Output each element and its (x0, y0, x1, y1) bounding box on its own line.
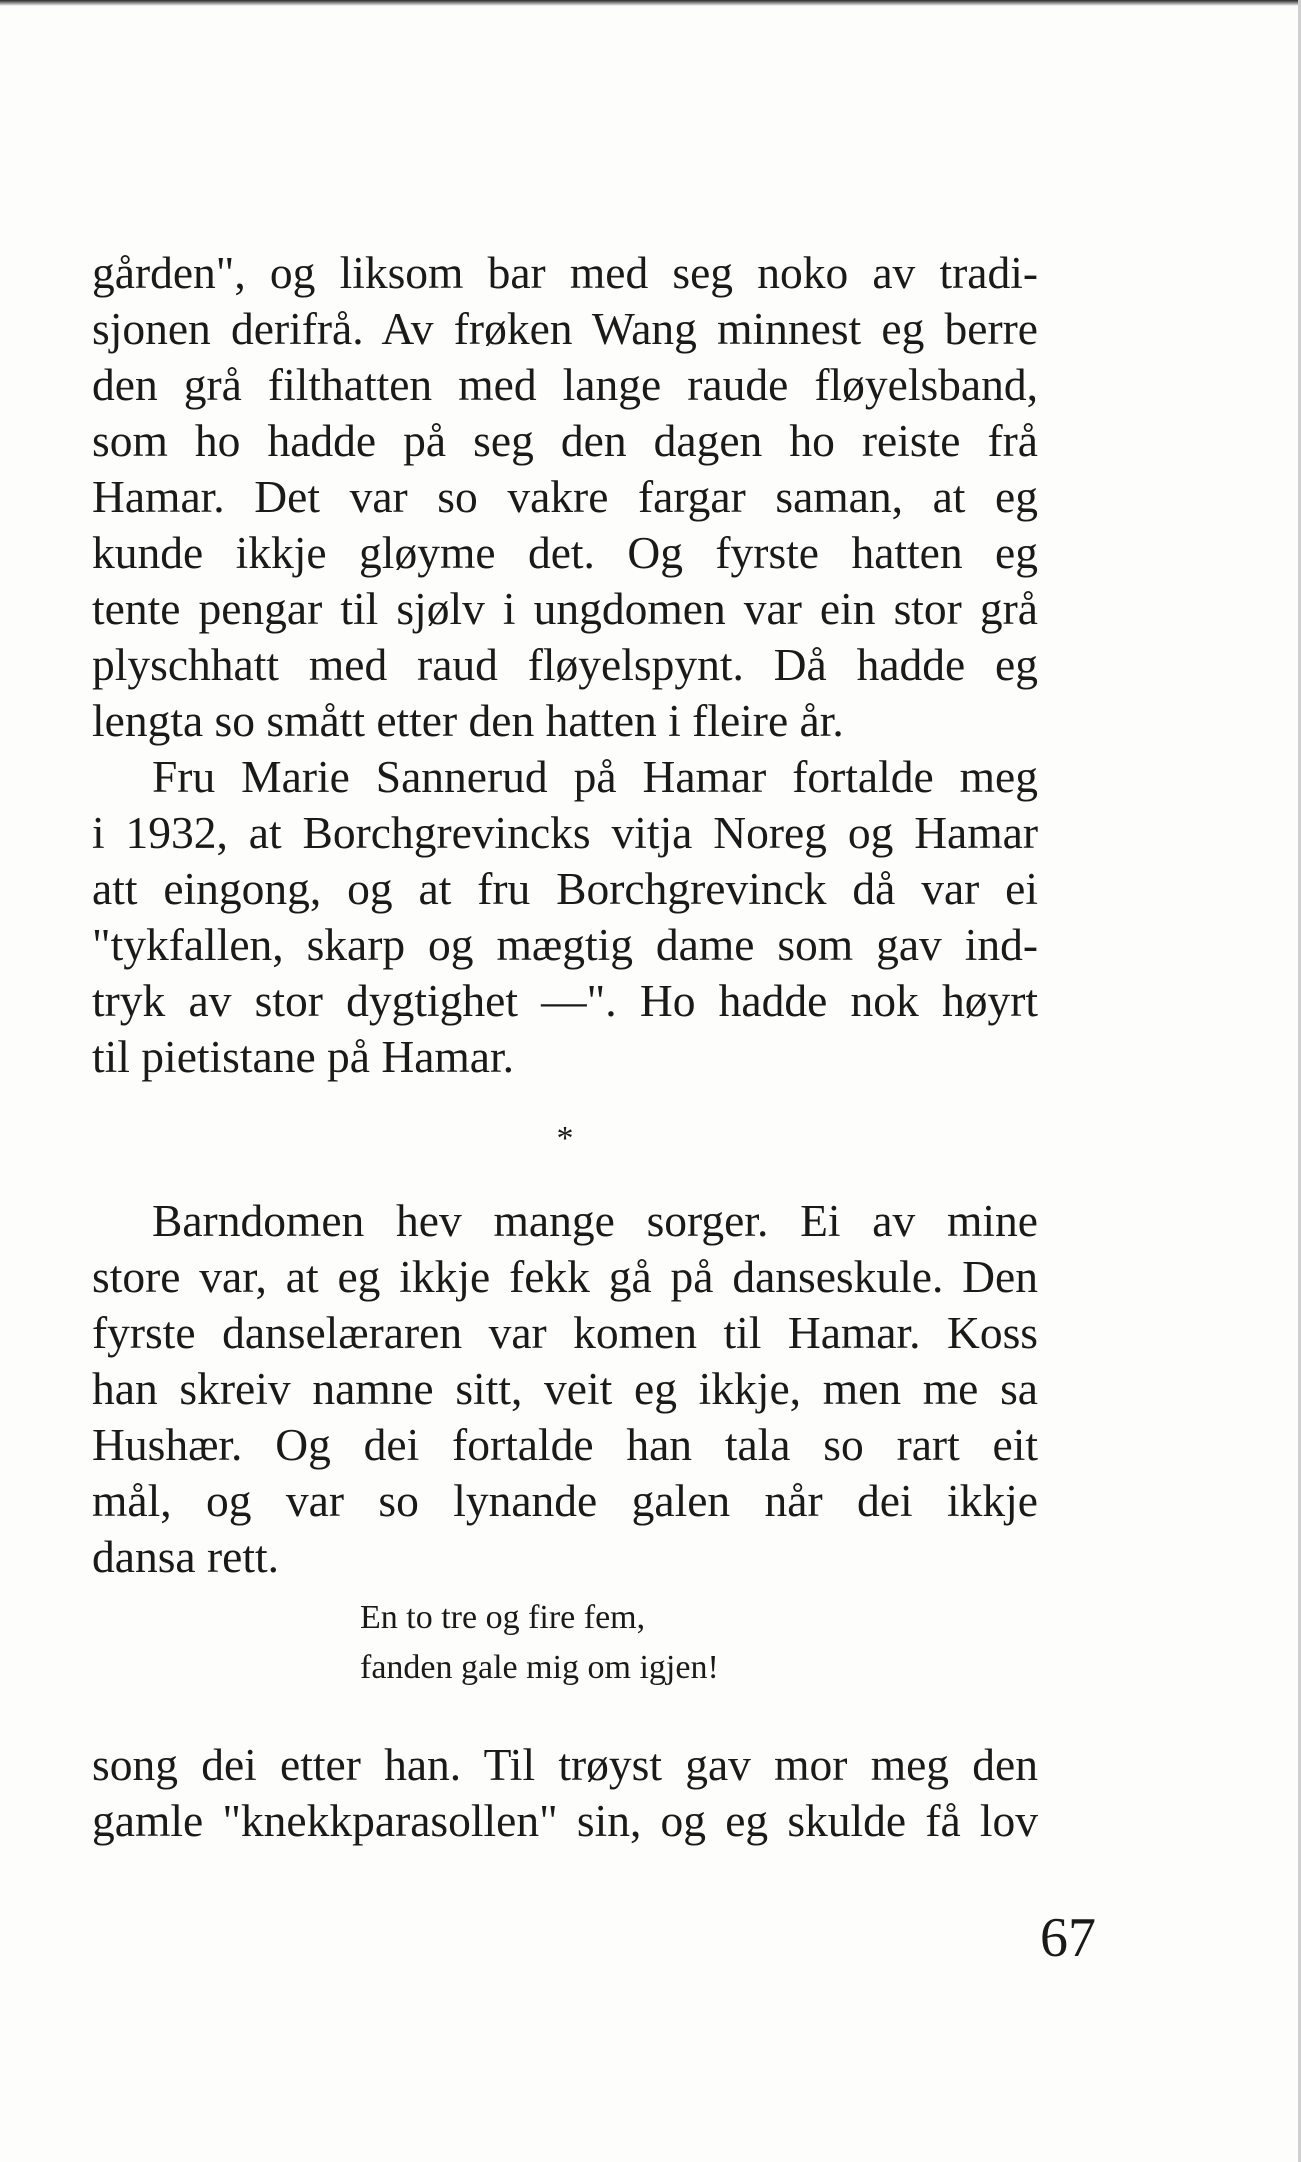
verse-line: fanden gale mig om igjen! (360, 1649, 719, 1686)
text-line: den grå filthatten med lange raude fløyelsband, (92, 359, 1038, 410)
text-line: "tykfallen, skarp og mægtig dame som gav ind- (92, 919, 1038, 970)
paragraph-3 (92, 1193, 1038, 1585)
text-line: gården", og liksom bar med seg noko av tradi- (92, 247, 1038, 298)
text-line: Hushær. Og dei fortalde han tala so rart eit (92, 1419, 1038, 1470)
text-line: Fru Marie Sannerud på Hamar fortalde meg (152, 751, 1038, 802)
text-line: som ho hadde på seg den dagen ho reiste frå (92, 415, 1038, 466)
verse-spacing (92, 1693, 1038, 1737)
verse-quote (92, 1593, 1038, 1693)
section-separator: * (556, 1120, 574, 1157)
text-line: lengta so smått etter den hatten i fleire år. (92, 695, 844, 746)
text-line: til pietistane på Hamar. (92, 1031, 515, 1082)
text-line: kunde ikkje gløyme det. Og fyrste hatten eg (92, 527, 1038, 578)
body-text (92, 245, 1038, 1849)
text-line: Hamar. Det var so vakre fargar saman, at eg (92, 471, 1038, 522)
paragraph-2 (92, 749, 1038, 1085)
page-number: 67 (1040, 1907, 1096, 1969)
text-line: dansa rett. (92, 1531, 279, 1582)
text-line: Barndomen hev mange sorger. Ei av mine (152, 1195, 1038, 1246)
page-top-edge (0, 0, 1301, 6)
text-line: han skreiv namne sitt, veit eg ikkje, men me sa (92, 1363, 1038, 1414)
text-line: plyschhatt med raud fløyelspynt. Då hadde eg (92, 639, 1038, 690)
paragraph-1 (92, 245, 1038, 749)
text-line: song dei etter han. Til trøyst gav mor meg den (92, 1739, 1038, 1790)
text-line: mål, og var so lynande galen når dei ikkje (92, 1475, 1038, 1526)
text-line: fyrste danselæraren var komen til Hamar. Koss (92, 1307, 1038, 1358)
text-line: tryk av stor dygtighet —". Ho hadde nok høyrt (92, 975, 1038, 1026)
text-line: store var, at eg ikkje fekk gå på danseskule. Den (92, 1251, 1038, 1302)
verse-line: En to tre og fire fem, (360, 1599, 646, 1636)
text-line: tente pengar til sjølv i ungdomen var ein stor grå (92, 583, 1038, 634)
text-line: sjonen derifrå. Av frøken Wang minnest eg berre (92, 303, 1038, 354)
paragraph-4 (92, 1737, 1038, 1849)
text-line: att eingong, og at fru Borchgrevinck då var ei (92, 863, 1038, 914)
text-line: i 1932, at Borchgrevincks vitja Noreg og Hamar (92, 807, 1038, 858)
text-line: gamle "knekkparasollen" sin, og eg skulde få lov (92, 1795, 1038, 1846)
